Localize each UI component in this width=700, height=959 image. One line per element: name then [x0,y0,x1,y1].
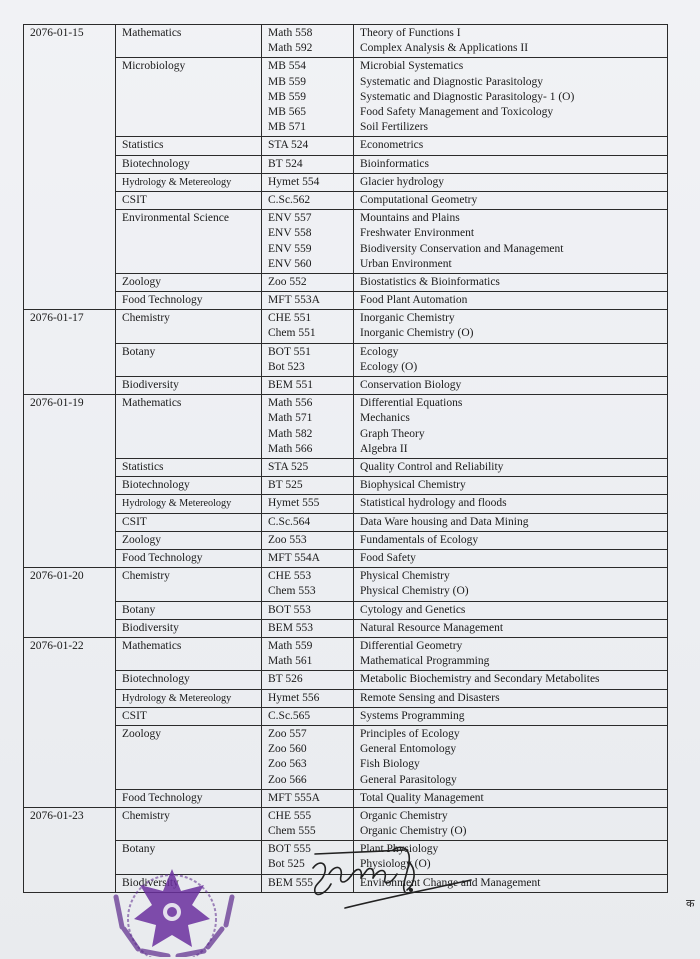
course-title-cell [354,689,668,707]
course-title: Principles of Ecology [360,727,460,740]
course-code: Bot 523 [268,360,305,373]
course-title-cell [354,707,668,725]
course-title: Food Safety [360,552,416,564]
subject-cell [116,495,262,513]
course-title-cell [354,477,668,495]
table-row [24,395,668,459]
table-row [24,689,668,707]
course-code: Chem 553 [268,585,316,598]
course-title-cell [354,310,668,343]
subject-name: Hydrology & Metereology [122,176,232,188]
subject-cell [116,458,262,476]
course-code: Math 566 [268,442,313,455]
course-title: Fundamentals of Ecology [360,533,479,546]
table-row [24,671,668,689]
course-code-cell [262,191,354,209]
exam-date: 2076-01-19 [30,397,84,410]
course-code-cell [262,58,354,137]
course-code: Zoo 552 [268,275,307,288]
course-code: Zoo 563 [268,758,307,771]
course-code-cell [262,292,354,310]
table-row [24,707,668,725]
course-code-cell [262,343,354,376]
course-code: Zoo 560 [268,743,307,756]
course-code-cell [262,513,354,531]
subject-name: Zoology [122,275,161,288]
course-title: Theory of Functions I [360,27,461,39]
exam-date: 2076-01-23 [30,809,84,822]
course-title: Data Ware housing and Data Mining [360,515,529,528]
course-code: BOT 551 [268,345,311,358]
course-title-cell [354,377,668,395]
course-title: Systematic and Diagnostic Parasitology [360,75,544,88]
course-code: MB 559 [268,90,307,103]
subject-cell [116,689,262,707]
course-code: Math 582 [268,427,313,440]
course-code: Math 571 [268,412,313,425]
course-title: Computational Geometry [360,193,478,206]
course-title: Biostatistics & Bioinformatics [360,275,500,288]
table-row [24,531,668,549]
course-title: Ecology (O) [360,360,418,373]
course-code-cell [262,725,354,789]
course-title: Bioinformatics [360,157,429,170]
course-code: Math 561 [268,655,313,668]
subject-cell [116,343,262,376]
subject-name: Zoology [122,727,161,740]
course-code: C.Sc.564 [268,515,311,528]
table-row [24,477,668,495]
course-title-cell [354,173,668,191]
subject-name: Environmental Science [122,212,229,225]
course-title: Physical Chemistry (O) [360,585,469,598]
course-code-cell [262,495,354,513]
exam-date-cell [24,637,116,807]
subject-name: Biotechnology [122,157,190,170]
course-title: General Parasitology [360,773,457,786]
course-title-cell [354,343,668,376]
course-title: Differential Equations [360,397,463,410]
course-title-cell [354,550,668,568]
subject-cell [116,707,262,725]
course-title: Soil Fertilizers [360,121,429,134]
table-row [24,458,668,476]
subject-cell [116,310,262,343]
star-seal-icon [102,857,242,957]
course-code-cell [262,477,354,495]
subject-name: Biodiversity [122,379,179,392]
course-title: Organic Chemistry (O) [360,825,467,838]
subject-name: Hydrology & Metereology [122,498,232,510]
course-code-cell [262,707,354,725]
course-code: BT 526 [268,673,303,686]
course-title-cell [354,458,668,476]
course-title: Physical Chemistry [360,570,450,583]
course-title: Natural Resource Management [360,621,504,634]
course-title: Organic Chemistry [360,809,448,822]
course-code: ENV 559 [268,242,312,255]
course-code-cell [262,458,354,476]
course-title: Ecology [360,345,399,358]
subject-cell [116,789,262,807]
subject-cell [116,513,262,531]
exam-date: 2076-01-22 [30,639,84,652]
course-title-cell [354,292,668,310]
subject-name: Biodiversity [122,621,179,634]
handwritten-signature-icon [305,840,475,910]
course-code: BT 524 [268,157,303,170]
course-title: Systematic and Diagnostic Parasitology- 1 (O) [360,90,575,103]
table-row [24,273,668,291]
course-code: Math 558 [268,27,313,39]
course-code: MFT 554A [268,552,320,564]
course-title: Metabolic Biochemistry and Secondary Metabolites [360,673,600,686]
course-title-cell [354,155,668,173]
course-title-cell [354,568,668,601]
table-row [24,343,668,376]
course-title-cell [354,210,668,274]
course-code: MB 571 [268,121,307,134]
table-row [24,173,668,191]
course-title: Inorganic Chemistry [360,312,455,325]
course-code: Hymet 556 [268,691,320,704]
course-code: CHE 553 [268,570,312,583]
course-title-cell [354,137,668,155]
subject-cell [116,601,262,619]
subject-name: Botany [122,843,156,856]
course-title: Urban Environment [360,257,452,270]
subject-cell [116,191,262,209]
course-code-cell [262,619,354,637]
course-title-cell [354,395,668,459]
subject-name: Food Technology [122,791,203,804]
course-code-cell [262,377,354,395]
subject-cell [116,395,262,459]
table-row [24,137,668,155]
course-code: C.Sc.562 [268,193,311,206]
subject-cell [116,531,262,549]
course-title: Graph Theory [360,427,425,440]
course-code: MB 565 [268,105,307,118]
subject-cell [116,25,262,58]
course-code: ENV 557 [268,212,312,225]
course-title-cell [354,58,668,137]
course-title: Cytology and Genetics [360,603,466,616]
course-code: Bot 525 [268,858,305,871]
subject-cell [116,619,262,637]
subject-cell [116,671,262,689]
course-title: Freshwater Environment [360,227,475,240]
course-code-cell [262,310,354,343]
subject-cell [116,137,262,155]
course-code: Math 556 [268,397,313,410]
course-title-cell [354,601,668,619]
subject-name: CSIT [122,709,147,722]
course-title: Quality Control and Reliability [360,460,504,473]
table-row [24,568,668,601]
subject-name: Zoology [122,533,161,546]
course-code-cell [262,689,354,707]
course-title-cell [354,619,668,637]
table-row [24,495,668,513]
course-title-cell [354,531,668,549]
course-title: Environment Change and Management [360,876,541,889]
course-code: BT 525 [268,479,303,492]
table-row [24,637,668,670]
exam-schedule-table [23,24,668,893]
subject-cell [116,725,262,789]
course-title: Remote Sensing and Disasters [360,691,500,704]
course-code-cell [262,210,354,274]
table-row [24,513,668,531]
exam-date-cell [24,25,116,310]
subject-cell [116,155,262,173]
course-title: Conservation Biology [360,379,462,392]
course-code: BEM 555 [268,876,314,889]
course-title: Total Quality Management [360,791,484,804]
course-title-cell [354,671,668,689]
table-row [24,310,668,343]
exam-date: 2076-01-20 [30,570,84,583]
course-code: ENV 560 [268,257,312,270]
table-row [24,725,668,789]
course-code-cell [262,173,354,191]
subject-name: Statistics [122,460,164,473]
subject-name: Biotechnology [122,673,190,686]
table-row [24,550,668,568]
table-row [24,191,668,209]
subject-name: CSIT [122,193,147,206]
subject-cell [116,550,262,568]
course-title-cell [354,273,668,291]
course-code: Zoo 566 [268,773,307,786]
course-code-cell [262,601,354,619]
course-title-cell [354,789,668,807]
subject-name: Biotechnology [122,479,190,492]
course-title: General Entomology [360,743,457,756]
course-title: Biodiversity Conservation and Management [360,242,564,255]
subject-name: Mathematics [122,27,182,39]
table-row [24,155,668,173]
course-code: BEM 553 [268,621,314,634]
course-code: Zoo 557 [268,727,307,740]
course-code-cell [262,395,354,459]
course-code-cell [262,273,354,291]
subject-cell [116,173,262,191]
subject-cell [116,637,262,670]
subject-name: Food Technology [122,294,203,307]
course-title: Mechanics [360,412,410,425]
edge-text-fragment: क [686,897,695,910]
subject-cell [116,292,262,310]
table-row [24,807,668,840]
course-code-cell [262,637,354,670]
course-code-cell [262,789,354,807]
course-code-cell [262,137,354,155]
table-row [24,789,668,807]
table-row [24,210,668,274]
course-title-cell [354,637,668,670]
course-title-cell [354,25,668,58]
course-code: BOT 553 [268,603,311,616]
subject-cell [116,377,262,395]
table-row [24,25,668,58]
course-title-cell [354,725,668,789]
course-code-cell [262,25,354,58]
subject-name: Food Technology [122,552,203,564]
subject-name: Hydrology & Metereology [122,692,232,704]
subject-name: Botany [122,603,156,616]
course-title-cell [354,495,668,513]
course-code: MB 559 [268,75,307,88]
course-code: Chem 555 [268,825,316,838]
course-code: Hymet 555 [268,497,320,510]
subject-cell [116,58,262,137]
table-row [24,58,668,137]
course-code: BEM 551 [268,379,314,392]
course-title: Fish Biology [360,758,420,771]
subject-name: Botany [122,345,156,358]
subject-name: CSIT [122,515,147,528]
course-code-cell [262,568,354,601]
course-title: Systems Programming [360,709,465,722]
exam-date-cell [24,310,116,395]
course-code: CHE 555 [268,809,312,822]
exam-date: 2076-01-17 [30,312,84,325]
course-code-cell [262,550,354,568]
course-title: Econometrics [360,139,424,152]
subject-cell [116,568,262,601]
course-code: STA 525 [268,460,309,473]
course-code: BOT 555 [268,843,311,856]
table-row [24,292,668,310]
table-row [24,601,668,619]
course-title: Glacier hydrology [360,175,444,188]
exam-date-cell [24,395,116,568]
course-title-cell [354,191,668,209]
course-code-cell [262,155,354,173]
course-title-cell [354,513,668,531]
course-title: Mathematical Programming [360,655,490,668]
table-row [24,377,668,395]
course-code-cell [262,531,354,549]
table-row [24,619,668,637]
subject-name: Chemistry [122,809,170,822]
course-title-cell [354,807,668,840]
course-title: Plant Physiology [360,843,439,856]
course-code: MFT 553A [268,294,320,307]
course-code: Chem 551 [268,327,316,340]
subject-cell [116,273,262,291]
subject-name: Mathematics [122,639,182,652]
course-title: Physiology (O) [360,858,431,871]
course-code-cell [262,671,354,689]
course-code-cell [262,807,354,840]
subject-cell [116,210,262,274]
course-title: Mountains and Plains [360,212,460,225]
subject-name: Statistics [122,139,164,152]
course-title: Complex Analysis & Applications II [360,42,529,55]
exam-date: 2076-01-15 [30,27,84,39]
course-title: Microbial Systematics [360,60,464,73]
exam-date-cell [24,568,116,638]
subject-name: Mathematics [122,397,182,410]
course-title: Statistical hydrology and floods [360,497,507,510]
subject-name: Chemistry [122,312,170,325]
course-title: Biophysical Chemistry [360,479,466,492]
course-code: C.Sc.565 [268,709,311,722]
course-title: Food Plant Automation [360,294,468,307]
course-title: Inorganic Chemistry (O) [360,327,474,340]
course-title: Differential Geometry [360,639,463,652]
subject-cell [116,477,262,495]
subject-cell [116,807,262,840]
subject-name: Biodiversity [122,876,179,889]
subject-name: Chemistry [122,570,170,583]
course-code: Hymet 554 [268,175,320,188]
course-code: Math 559 [268,639,313,652]
course-title: Algebra II [360,442,408,455]
course-code: CHE 551 [268,312,312,325]
course-code: Math 592 [268,42,313,55]
course-code: Zoo 553 [268,533,307,546]
course-code: MB 554 [268,60,307,73]
subject-name: Microbiology [122,60,186,73]
course-code: STA 524 [268,139,309,152]
course-code: ENV 558 [268,227,312,240]
course-title: Food Safety Management and Toxicology [360,105,554,118]
course-code: MFT 555A [268,791,320,804]
